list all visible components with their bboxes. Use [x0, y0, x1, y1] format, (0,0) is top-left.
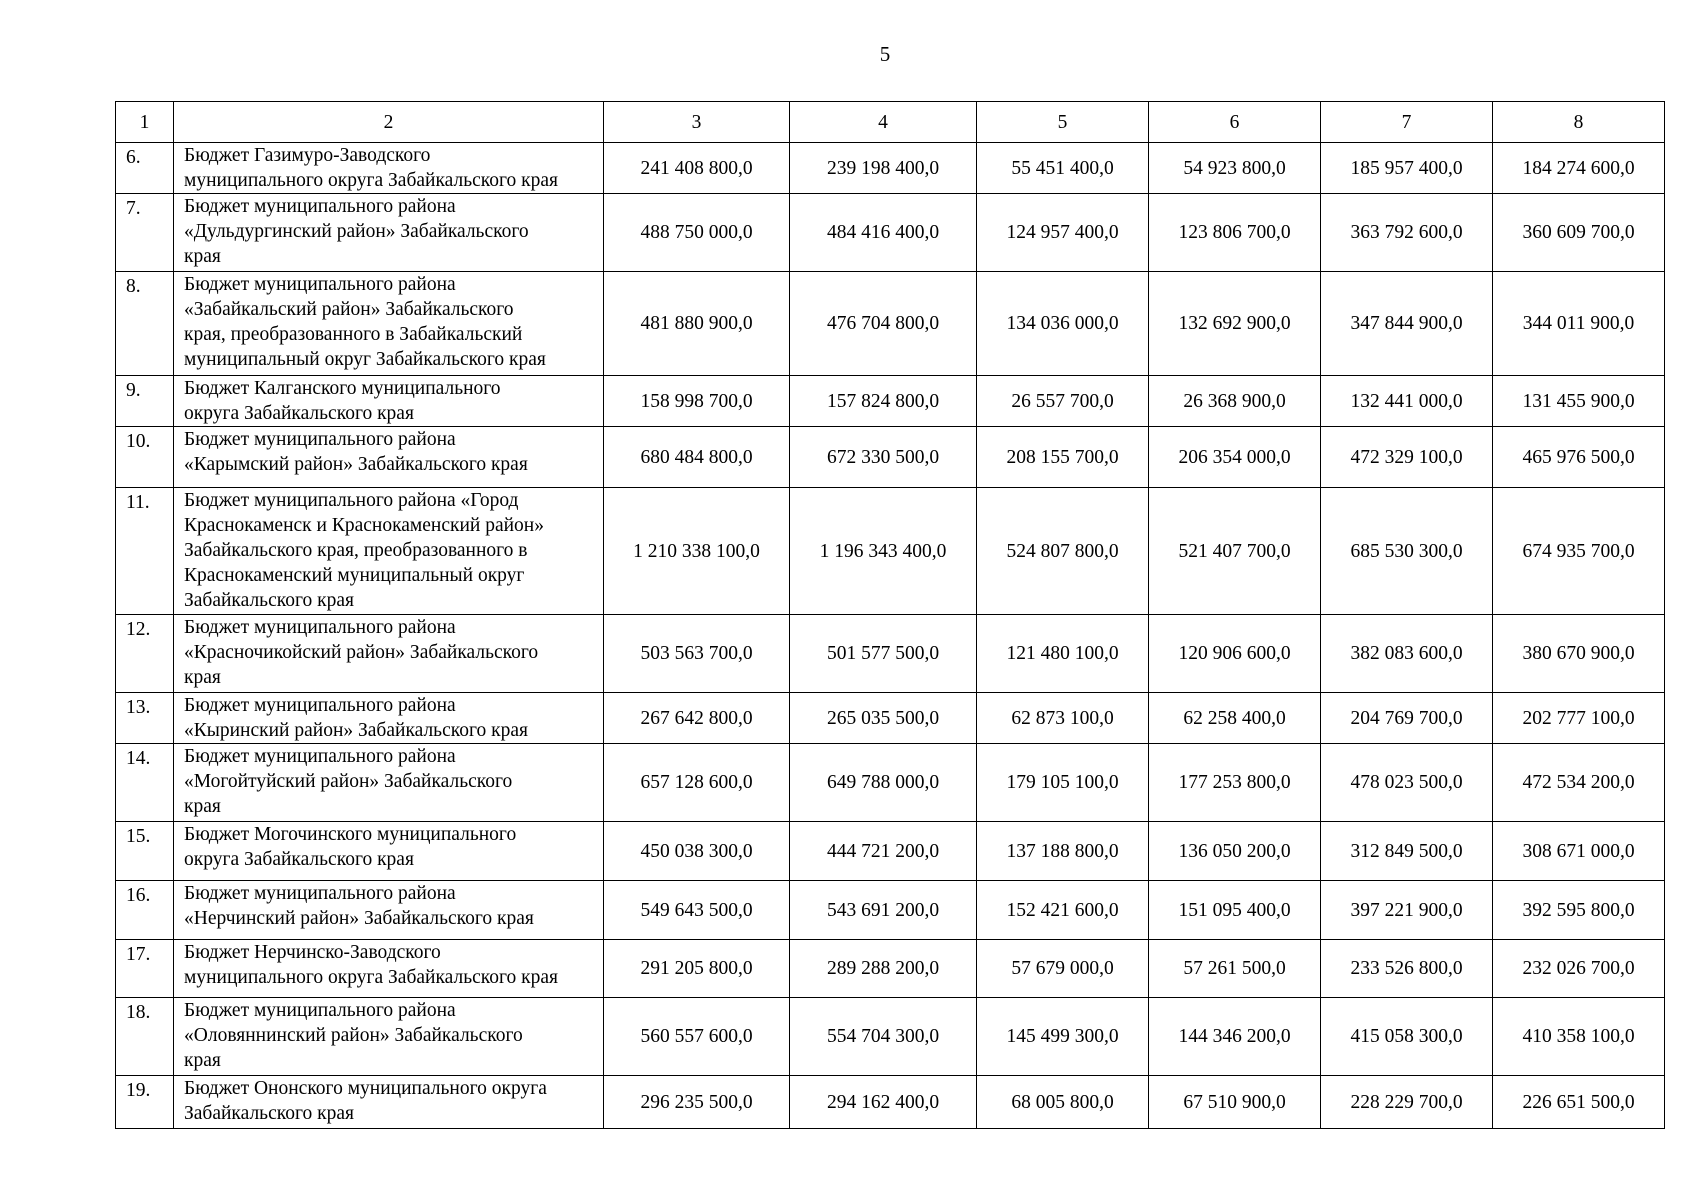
amount-cell: 132 692 900,0 — [1149, 272, 1321, 376]
amount-cell: 503 563 700,0 — [604, 615, 790, 693]
budget-name-line: Бюджет муниципального района — [184, 196, 456, 217]
table-row — [116, 693, 1665, 744]
amount-cell: 202 777 100,0 — [1493, 693, 1665, 744]
column-header: 6 — [1149, 102, 1321, 143]
table-row — [116, 615, 1665, 693]
table-row — [116, 1076, 1665, 1129]
amount-cell: 232 026 700,0 — [1493, 940, 1665, 998]
amount-cell: 120 906 600,0 — [1149, 615, 1321, 693]
budget-name — [174, 143, 604, 194]
amount-cell: 657 128 600,0 — [604, 744, 790, 822]
amount-cell: 392 595 800,0 — [1493, 881, 1665, 940]
budget-name-line: Забайкальского края — [184, 590, 354, 611]
budget-name-line: края — [184, 246, 221, 267]
amount-cell: 121 480 100,0 — [977, 615, 1149, 693]
table-row — [116, 376, 1665, 427]
amount-cell: 554 704 300,0 — [790, 998, 977, 1076]
amount-cell: 206 354 000,0 — [1149, 427, 1321, 488]
budget-name-line: «Карымский район» Забайкальского края — [184, 454, 528, 475]
column-header: 4 — [790, 102, 977, 143]
row-number: 18. — [116, 998, 174, 1076]
budget-name-line: Бюджет Ононского муниципального округа — [184, 1078, 547, 1099]
table-row — [116, 427, 1665, 488]
amount-cell: 484 416 400,0 — [790, 194, 977, 272]
amount-cell: 472 329 100,0 — [1321, 427, 1493, 488]
table-row — [116, 822, 1665, 881]
column-header: 1 — [116, 102, 174, 143]
budget-name-line: «Красночикойский район» Забайкальского — [184, 642, 539, 663]
row-number: 10. — [116, 427, 174, 488]
amount-cell: 450 038 300,0 — [604, 822, 790, 881]
amount-cell: 208 155 700,0 — [977, 427, 1149, 488]
table-row — [116, 998, 1665, 1076]
column-header: 2 — [174, 102, 604, 143]
amount-cell: 397 221 900,0 — [1321, 881, 1493, 940]
amount-cell: 296 235 500,0 — [604, 1076, 790, 1129]
amount-cell: 158 998 700,0 — [604, 376, 790, 427]
amount-cell: 228 229 700,0 — [1321, 1076, 1493, 1129]
amount-cell: 54 923 800,0 — [1149, 143, 1321, 194]
budget-name-line: Бюджет муниципального района — [184, 274, 456, 295]
budget-name — [174, 744, 604, 822]
budget-name-line: Бюджет муниципального района — [184, 746, 456, 767]
budget-name — [174, 488, 604, 615]
table-row — [116, 143, 1665, 194]
row-number: 19. — [116, 1076, 174, 1129]
budget-name-line: Бюджет Газимуро-Заводского — [184, 145, 431, 166]
budget-name-line: Бюджет Нерчинско-Заводского — [184, 942, 441, 963]
amount-cell: 179 105 100,0 — [977, 744, 1149, 822]
amount-cell: 382 083 600,0 — [1321, 615, 1493, 693]
amount-cell: 68 005 800,0 — [977, 1076, 1149, 1129]
table-body — [116, 143, 1665, 1129]
amount-cell: 57 679 000,0 — [977, 940, 1149, 998]
budget-name-line: муниципального округа Забайкальского края — [184, 967, 558, 988]
budget-name — [174, 998, 604, 1076]
amount-cell: 226 651 500,0 — [1493, 1076, 1665, 1129]
budget-name-line: округа Забайкальского края — [184, 403, 414, 424]
amount-cell: 241 408 800,0 — [604, 143, 790, 194]
amount-cell: 132 441 000,0 — [1321, 376, 1493, 427]
budget-name-line: «Кыринский район» Забайкальского края — [184, 720, 528, 741]
amount-cell: 685 530 300,0 — [1321, 488, 1493, 615]
row-number: 9. — [116, 376, 174, 427]
amount-cell: 465 976 500,0 — [1493, 427, 1665, 488]
amount-cell: 57 261 500,0 — [1149, 940, 1321, 998]
amount-cell: 481 880 900,0 — [604, 272, 790, 376]
budget-name-line: Бюджет муниципального района «Город — [184, 490, 519, 511]
amount-cell: 344 011 900,0 — [1493, 272, 1665, 376]
budget-name-line: «Забайкальский район» Забайкальского — [184, 299, 514, 320]
amount-cell: 363 792 600,0 — [1321, 194, 1493, 272]
column-header: 8 — [1493, 102, 1665, 143]
amount-cell: 55 451 400,0 — [977, 143, 1149, 194]
row-number: 14. — [116, 744, 174, 822]
budget-name — [174, 427, 604, 488]
budget-name-line: округа Забайкальского края — [184, 849, 414, 870]
amount-cell: 265 035 500,0 — [790, 693, 977, 744]
amount-cell: 674 935 700,0 — [1493, 488, 1665, 615]
column-header: 3 — [604, 102, 790, 143]
budget-name — [174, 881, 604, 940]
amount-cell: 145 499 300,0 — [977, 998, 1149, 1076]
row-number: 7. — [116, 194, 174, 272]
budget-name-line: муниципального округа Забайкальского края — [184, 170, 558, 191]
amount-cell: 347 844 900,0 — [1321, 272, 1493, 376]
table-row — [116, 881, 1665, 940]
amount-cell: 415 058 300,0 — [1321, 998, 1493, 1076]
table-header-row — [116, 102, 1665, 143]
amount-cell: 680 484 800,0 — [604, 427, 790, 488]
budget-name-line: края — [184, 796, 221, 817]
budget-name — [174, 272, 604, 376]
budget-name-line: Бюджет муниципального района — [184, 1000, 456, 1021]
column-header: 7 — [1321, 102, 1493, 143]
amount-cell: 312 849 500,0 — [1321, 822, 1493, 881]
amount-cell: 184 274 600,0 — [1493, 143, 1665, 194]
budget-name-line: края, преобразованного в Забайкальский — [184, 324, 523, 345]
budget-name — [174, 940, 604, 998]
amount-cell: 204 769 700,0 — [1321, 693, 1493, 744]
table-row — [116, 272, 1665, 376]
row-number: 15. — [116, 822, 174, 881]
amount-cell: 524 807 800,0 — [977, 488, 1149, 615]
page-number: 5 — [879, 42, 891, 66]
amount-cell: 672 330 500,0 — [790, 427, 977, 488]
amount-cell: 137 188 800,0 — [977, 822, 1149, 881]
amount-cell: 62 873 100,0 — [977, 693, 1149, 744]
budget-name — [174, 822, 604, 881]
row-number: 17. — [116, 940, 174, 998]
amount-cell: 134 036 000,0 — [977, 272, 1149, 376]
amount-cell: 543 691 200,0 — [790, 881, 977, 940]
amount-cell: 521 407 700,0 — [1149, 488, 1321, 615]
amount-cell: 501 577 500,0 — [790, 615, 977, 693]
budget-name-line: Забайкальского края — [184, 1103, 354, 1124]
amount-cell: 560 557 600,0 — [604, 998, 790, 1076]
amount-cell: 144 346 200,0 — [1149, 998, 1321, 1076]
amount-cell: 1 210 338 100,0 — [604, 488, 790, 615]
row-number: 16. — [116, 881, 174, 940]
amount-cell: 151 095 400,0 — [1149, 881, 1321, 940]
table-row — [116, 940, 1665, 998]
amount-cell: 67 510 900,0 — [1149, 1076, 1321, 1129]
budget-name — [174, 194, 604, 272]
amount-cell: 157 824 800,0 — [790, 376, 977, 427]
amount-cell: 123 806 700,0 — [1149, 194, 1321, 272]
amount-cell: 478 023 500,0 — [1321, 744, 1493, 822]
amount-cell: 124 957 400,0 — [977, 194, 1149, 272]
amount-cell: 177 253 800,0 — [1149, 744, 1321, 822]
row-number: 11. — [116, 488, 174, 615]
amount-cell: 649 788 000,0 — [790, 744, 977, 822]
amount-cell: 267 642 800,0 — [604, 693, 790, 744]
budget-name-line: «Могойтуйский район» Забайкальского — [184, 771, 513, 792]
amount-cell: 380 670 900,0 — [1493, 615, 1665, 693]
budget-name-line: «Дульдургинский район» Забайкальского — [184, 221, 529, 242]
amount-cell: 26 557 700,0 — [977, 376, 1149, 427]
budget-name — [174, 376, 604, 427]
amount-cell: 488 750 000,0 — [604, 194, 790, 272]
table-row — [116, 488, 1665, 615]
row-number: 13. — [116, 693, 174, 744]
budget-name-line: Бюджет муниципального района — [184, 883, 456, 904]
amount-cell: 549 643 500,0 — [604, 881, 790, 940]
amount-cell: 136 050 200,0 — [1149, 822, 1321, 881]
amount-cell: 26 368 900,0 — [1149, 376, 1321, 427]
amount-cell: 476 704 800,0 — [790, 272, 977, 376]
row-number: 6. — [116, 143, 174, 194]
budget-name-line: Забайкальского края, преобразованного в — [184, 540, 528, 561]
amount-cell: 360 609 700,0 — [1493, 194, 1665, 272]
budget-name-line: Бюджет Калганского муниципального — [184, 378, 501, 399]
amount-cell: 472 534 200,0 — [1493, 744, 1665, 822]
budget-name — [174, 1076, 604, 1129]
budget-name-line: края — [184, 1050, 221, 1071]
row-number: 12. — [116, 615, 174, 693]
budget-name-line: Бюджет муниципального района — [184, 695, 456, 716]
row-number: 8. — [116, 272, 174, 376]
amount-cell: 131 455 900,0 — [1493, 376, 1665, 427]
budget-name-line: Краснокаменский муниципальный округ — [184, 565, 525, 586]
budget-name-line: Краснокаменск и Краснокаменский район» — [184, 515, 544, 536]
amount-cell: 233 526 800,0 — [1321, 940, 1493, 998]
amount-cell: 1 196 343 400,0 — [790, 488, 977, 615]
budget-table — [115, 101, 1665, 1129]
amount-cell: 152 421 600,0 — [977, 881, 1149, 940]
amount-cell: 308 671 000,0 — [1493, 822, 1665, 881]
budget-name-line: «Нерчинский район» Забайкальского края — [184, 908, 534, 929]
budget-name-line: Бюджет муниципального района — [184, 617, 456, 638]
column-header: 5 — [977, 102, 1149, 143]
amount-cell: 444 721 200,0 — [790, 822, 977, 881]
budget-name — [174, 615, 604, 693]
amount-cell: 294 162 400,0 — [790, 1076, 977, 1129]
amount-cell: 410 358 100,0 — [1493, 998, 1665, 1076]
table-row — [116, 744, 1665, 822]
budget-name-line: Бюджет муниципального района — [184, 429, 456, 450]
amount-cell: 291 205 800,0 — [604, 940, 790, 998]
table-row — [116, 194, 1665, 272]
budget-name — [174, 693, 604, 744]
amount-cell: 289 288 200,0 — [790, 940, 977, 998]
amount-cell: 62 258 400,0 — [1149, 693, 1321, 744]
budget-name-line: муниципальный округ Забайкальского края — [184, 349, 546, 370]
amount-cell: 239 198 400,0 — [790, 143, 977, 194]
amount-cell: 185 957 400,0 — [1321, 143, 1493, 194]
budget-name-line: Бюджет Могочинского муниципального — [184, 824, 517, 845]
budget-name-line: «Оловяннинский район» Забайкальского — [184, 1025, 523, 1046]
budget-name-line: края — [184, 667, 221, 688]
